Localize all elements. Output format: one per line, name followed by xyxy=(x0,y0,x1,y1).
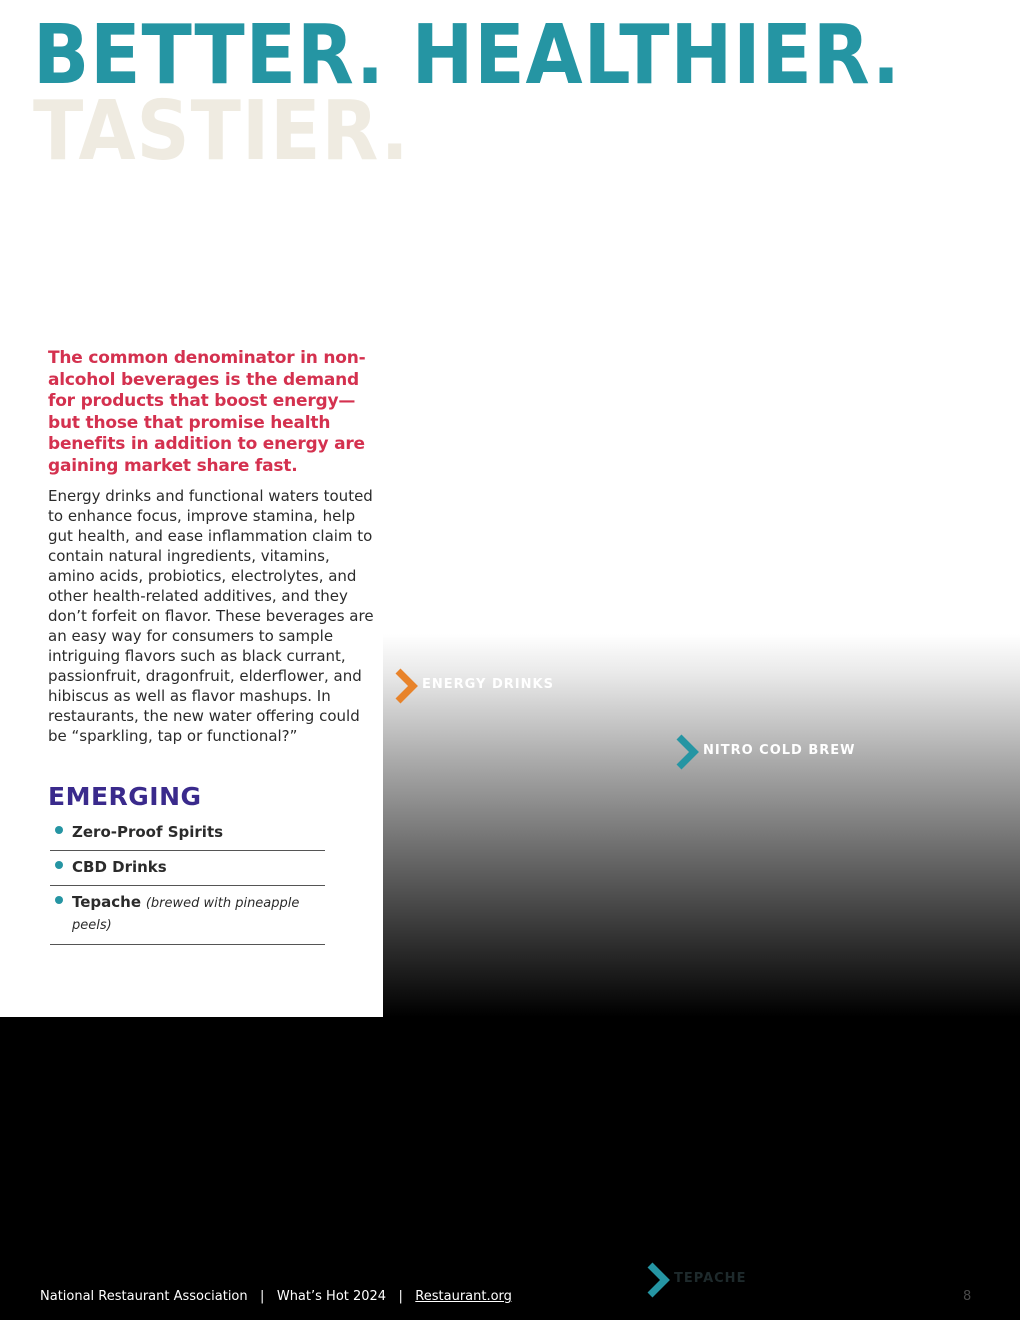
headline-line-2: TASTIER. xyxy=(33,84,410,179)
footer-separator: | xyxy=(398,1289,403,1304)
emerging-list xyxy=(50,816,325,945)
list-item xyxy=(50,851,325,886)
bullet-icon xyxy=(55,896,63,904)
chevron-right-icon xyxy=(646,1262,670,1298)
body-paragraph: Energy drinks and functional waters touted to enhance focus, improve stamina, help gut health, and ease inflammation claim to contain natural ingredients, vitamins, amino acids, probiotics, electrolytes, and other health-related additives, and they don’t forfeit on flavor. These beverages are an easy way for consumers to sample intriguing flavors such as black currant, passionfruit, dragonfruit, elderflower, and hibiscus as well as flavor mashups. In restaurants, the new water offering could be “sparkling, tap or functional?” xyxy=(48,487,374,745)
list-item xyxy=(50,886,325,945)
item-name: CBD Drinks xyxy=(72,858,167,876)
chevron-right-icon xyxy=(394,668,418,704)
footer-org: National Restaurant Association xyxy=(40,1289,248,1304)
footer-report: What’s Hot 2024 xyxy=(276,1289,387,1304)
page-footer xyxy=(40,1289,512,1304)
footer-link[interactable]: Restaurant.org xyxy=(415,1289,512,1304)
item-note: (brewed with pineapple peels) xyxy=(72,896,300,933)
item-name: Tepache xyxy=(72,893,142,911)
page-headline xyxy=(33,8,901,179)
page-number: 8 xyxy=(963,1289,972,1304)
emerging-heading: EMERGING xyxy=(48,782,202,811)
callout-energy-drinks: ENERGY DRINKS xyxy=(422,677,554,692)
footer-separator: | xyxy=(260,1289,265,1304)
item-name: Zero-Proof Spirits xyxy=(72,823,224,841)
lead-paragraph: The common denominator in non-alcohol beverages is the demand for products that boost energy—but those that promise health benefits in addition to energy are gaining market share fast. xyxy=(48,348,366,476)
callout-tepache: TEPACHE xyxy=(674,1271,747,1286)
list-item xyxy=(50,816,325,851)
callout-nitro-cold-brew: NITRO COLD BREW xyxy=(703,743,856,758)
chevron-right-icon xyxy=(675,734,699,770)
bullet-icon xyxy=(55,861,63,869)
bullet-icon xyxy=(55,826,63,834)
headline-line-1: BETTER. HEALTHIER. xyxy=(33,8,901,103)
